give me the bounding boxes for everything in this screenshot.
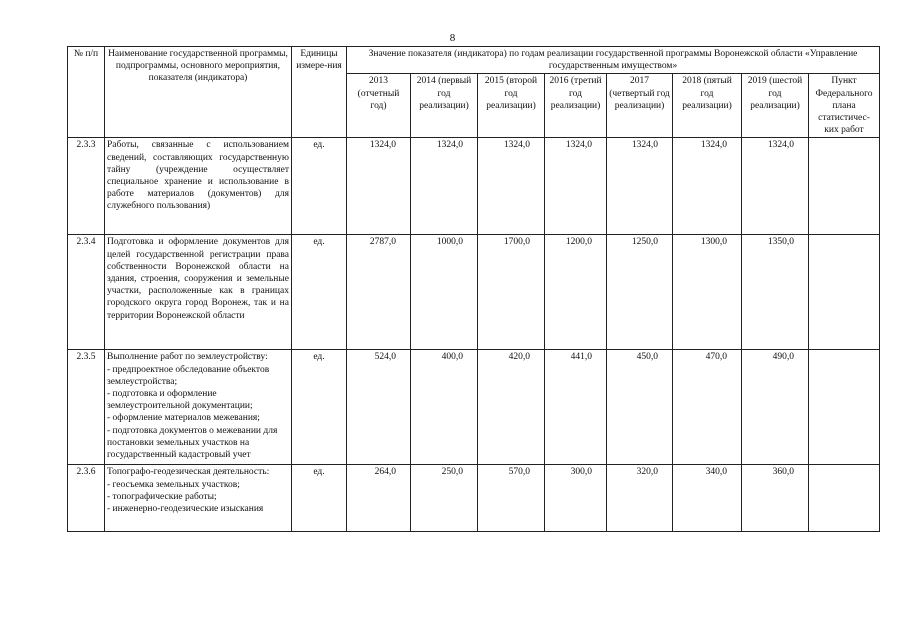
year-header: 2015 (второй год реализации) — [478, 74, 545, 138]
value-cell: 1350,0 — [742, 235, 809, 350]
value-cell: 1700,0 — [478, 235, 545, 350]
value-cell: 1324,0 — [478, 138, 545, 235]
year-header: 2013 (отчетный год) — [347, 74, 411, 138]
value-cell: 1300,0 — [673, 235, 742, 350]
col-name-header: Наименование государственной программы, подпрограммы, основного мероприятия, показателя (индикатора) — [105, 47, 292, 138]
row-number: 2.3.4 — [68, 235, 105, 350]
value-cell: 1324,0 — [347, 138, 411, 235]
col-values-title: Значение показателя (индикатора) по годам реализации государственной программы Воронежской области «Управление государственным имуществом» — [347, 47, 880, 74]
row-number: 2.3.5 — [68, 350, 105, 465]
value-cell: 450,0 — [607, 350, 673, 465]
value-cell: 250,0 — [411, 465, 478, 532]
row-unit: ед. — [292, 138, 347, 235]
value-cell: 1324,0 — [545, 138, 607, 235]
year-header: 2014 (первый год реализации) — [411, 74, 478, 138]
table-row — [68, 235, 880, 350]
row-name: Работы, связанные с использованием сведений, составляющих государственную тайну (учреждение осуществляет специальное хранение и использование в работе материалов (документов) для служебного пользования) — [105, 138, 292, 235]
federal-plan-cell — [809, 138, 880, 235]
row-number: 2.3.3 — [68, 138, 105, 235]
table-row — [68, 138, 880, 235]
row-name: Выполнение работ по землеустройству: - предпроектное обследование объектов землеустройства; - подготовка и оформление землеустроительной документации; - оформление материалов межевания; - подготовка документов о межевании для постановки земельных участков на государственный кадастровый учет — [105, 350, 292, 465]
value-cell: 2787,0 — [347, 235, 411, 350]
value-cell: 320,0 — [607, 465, 673, 532]
header-row-1 — [68, 47, 880, 74]
table-row — [68, 465, 880, 532]
indicator-table — [67, 46, 880, 532]
value-cell: 1324,0 — [411, 138, 478, 235]
value-cell: 400,0 — [411, 350, 478, 465]
value-cell: 1200,0 — [545, 235, 607, 350]
federal-plan-header: Пункт Федерального плана статистичес-ких работ — [809, 74, 880, 138]
value-cell: 1324,0 — [742, 138, 809, 235]
value-cell: 1324,0 — [673, 138, 742, 235]
federal-plan-cell — [809, 350, 880, 465]
row-name: Подготовка и оформление документов для целей государственной регистрации права собственности Воронежской области на здания, строения, сооружения и земельные участки, расположенные как в границах городского округа город Воронеж, так и на территории Воронежской области — [105, 235, 292, 350]
value-cell: 420,0 — [478, 350, 545, 465]
value-cell: 470,0 — [673, 350, 742, 465]
row-number: 2.3.6 — [68, 465, 105, 532]
value-cell: 490,0 — [742, 350, 809, 465]
row-unit: ед. — [292, 465, 347, 532]
value-cell: 264,0 — [347, 465, 411, 532]
row-unit: ед. — [292, 235, 347, 350]
year-header: 2017 (четвертый год реализации) — [607, 74, 673, 138]
value-cell: 300,0 — [545, 465, 607, 532]
col-units-header: Единицы измере-ния — [292, 47, 347, 138]
value-cell: 1000,0 — [411, 235, 478, 350]
table-row — [68, 350, 880, 465]
value-cell: 441,0 — [545, 350, 607, 465]
federal-plan-cell — [809, 465, 880, 532]
year-header: 2016 (третий год реализации) — [545, 74, 607, 138]
value-cell: 524,0 — [347, 350, 411, 465]
page-number: 8 — [449, 32, 456, 44]
row-name: Топографо-геодезическая деятельность: - геосъемка земельных участков; - топографические работы; - инженерно-геодезические изыскания — [105, 465, 292, 532]
value-cell: 1324,0 — [607, 138, 673, 235]
value-cell: 1250,0 — [607, 235, 673, 350]
year-header: 2019 (шестой год реализации) — [742, 74, 809, 138]
col-num-header: № п/п — [68, 47, 105, 138]
row-unit: ед. — [292, 350, 347, 465]
value-cell: 340,0 — [673, 465, 742, 532]
federal-plan-cell — [809, 235, 880, 350]
value-cell: 360,0 — [742, 465, 809, 532]
value-cell: 570,0 — [478, 465, 545, 532]
year-header: 2018 (пятый год реализации) — [673, 74, 742, 138]
